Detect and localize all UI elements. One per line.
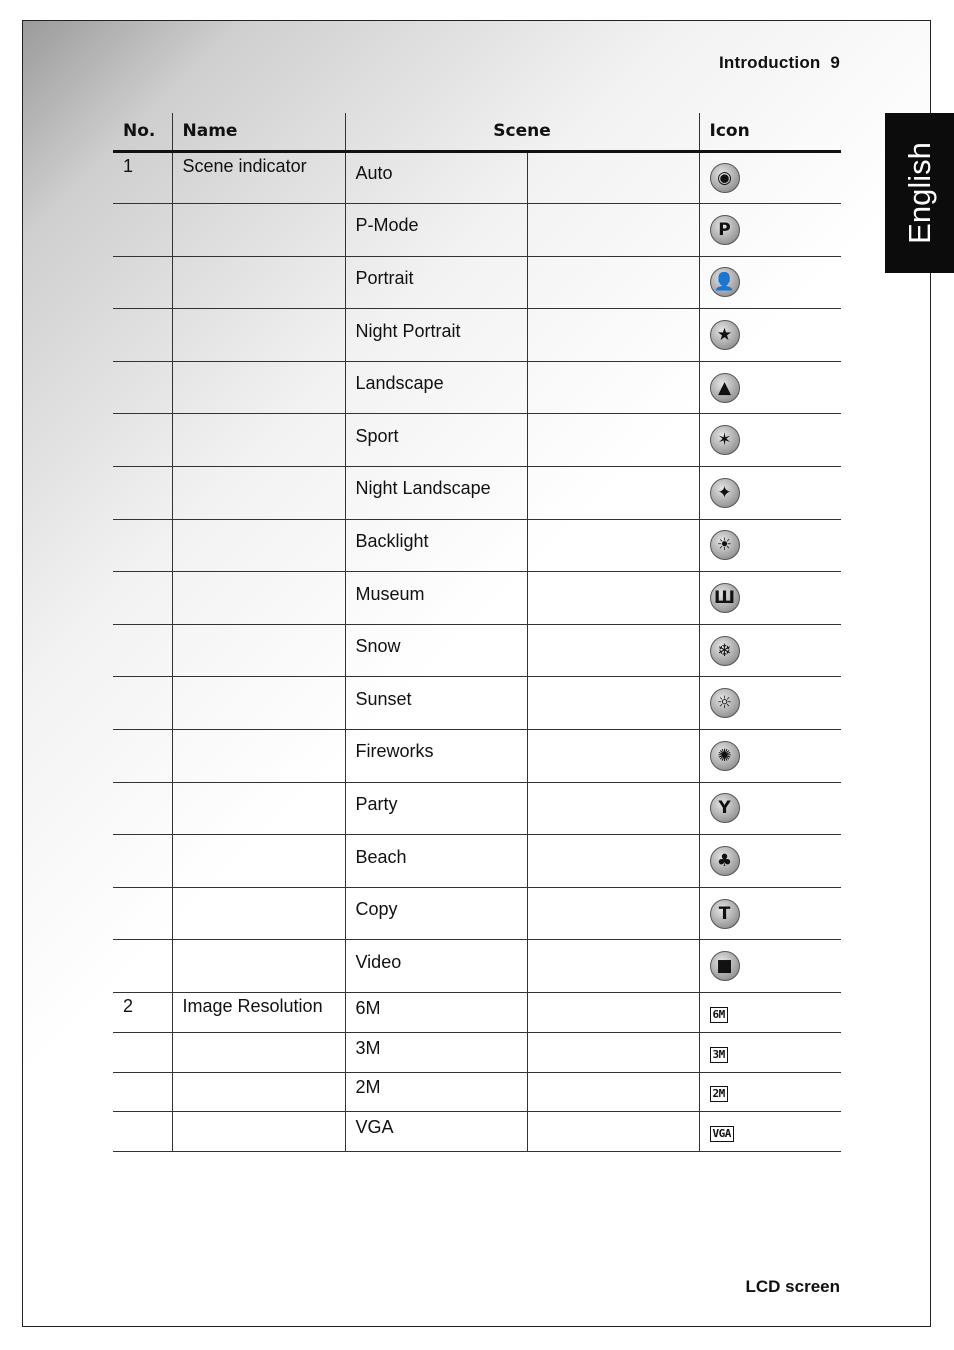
table-row [113, 204, 841, 257]
row-icon-cell [699, 361, 841, 414]
night-landscape-icon: ✦ [710, 478, 740, 508]
camera-icon: ◉ [710, 163, 740, 193]
row-icon-cell [699, 1072, 841, 1112]
row-empty-cell [527, 677, 699, 730]
scene-label: Portrait [355, 267, 414, 288]
row-number-cell [113, 519, 172, 572]
row-number-cell [113, 1032, 172, 1072]
beach-icon: ♣ [710, 846, 740, 876]
table-row [113, 361, 841, 414]
row-empty-cell [527, 467, 699, 520]
row-scene-cell [345, 309, 527, 362]
row-icon-cell [699, 782, 841, 835]
row-name-cell [172, 730, 345, 783]
row-number-cell [113, 414, 172, 467]
row-scene-cell [345, 519, 527, 572]
row-icon-cell [699, 730, 841, 783]
row-name-cell [172, 1072, 345, 1112]
row-number-cell: 2 [113, 993, 172, 1033]
table-row [113, 1112, 841, 1152]
scene-label: Sport [355, 425, 399, 446]
vga-icon: VGA [710, 1126, 734, 1142]
row-icon-cell [699, 993, 841, 1033]
scene-label: Auto [355, 163, 393, 184]
portrait-icon: 👤 [710, 267, 740, 297]
row-scene-cell [345, 361, 527, 414]
row-number-cell: 1 [113, 151, 172, 204]
table-row [113, 256, 841, 309]
page-footer: LCD screen [745, 1277, 840, 1296]
scene-label: Landscape [355, 373, 444, 394]
row-icon-cell [699, 677, 841, 730]
landscape-icon: ▲ [710, 373, 740, 403]
page-header: Introduction 9 [718, 53, 840, 72]
row-name-cell [172, 1032, 345, 1072]
row-scene-cell [345, 1112, 527, 1152]
row-icon-cell [699, 572, 841, 625]
row-empty-cell [527, 204, 699, 257]
row-number-cell [113, 887, 172, 940]
row-name-cell [172, 309, 345, 362]
sport-icon: ✶ [710, 425, 740, 455]
row-scene-cell [345, 835, 527, 888]
row-icon-cell [699, 309, 841, 362]
row-name-cell [172, 414, 345, 467]
table-row [113, 677, 841, 730]
row-scene-cell [345, 1072, 527, 1112]
row-empty-cell [527, 1072, 699, 1112]
6m-icon: 6M [710, 1007, 728, 1023]
row-empty-cell [527, 624, 699, 677]
table-row [113, 414, 841, 467]
fireworks-icon: ✺ [710, 741, 740, 771]
row-name-cell [172, 519, 345, 572]
row-name-cell [172, 835, 345, 888]
row-number-cell [113, 309, 172, 362]
row-scene-cell [345, 151, 527, 204]
scene-label: Video [355, 951, 402, 972]
row-empty-cell [527, 887, 699, 940]
table-row [113, 572, 841, 625]
row-scene-cell [345, 940, 527, 993]
row-name-cell: Image Resolution [172, 993, 345, 1033]
column-header-scene: Scene [345, 113, 699, 151]
scene-label: Snow [355, 636, 401, 657]
row-number-cell [113, 467, 172, 520]
column-header-icon: Icon [699, 113, 841, 151]
row-scene-cell [345, 1032, 527, 1072]
row-scene-cell [345, 414, 527, 467]
lcd-icon-table [113, 113, 841, 1152]
row-scene-cell [345, 204, 527, 257]
row-name-cell [172, 677, 345, 730]
table-row [113, 309, 841, 362]
row-scene-cell [345, 887, 527, 940]
table-header-row [113, 113, 841, 151]
scene-label: Party [355, 793, 398, 814]
row-icon-cell [699, 1032, 841, 1072]
table-row [113, 151, 841, 204]
row-icon-cell [699, 467, 841, 520]
table-row [113, 782, 841, 835]
table-row [113, 730, 841, 783]
scene-label: 2M [355, 1077, 381, 1098]
row-empty-cell [527, 519, 699, 572]
row-name-cell [172, 940, 345, 993]
row-number-cell [113, 624, 172, 677]
table-row [113, 993, 841, 1033]
row-scene-cell [345, 467, 527, 520]
row-scene-cell [345, 624, 527, 677]
table-row [113, 835, 841, 888]
copy-icon: T [710, 899, 740, 929]
table-row [113, 467, 841, 520]
row-number-cell [113, 677, 172, 730]
row-empty-cell [527, 940, 699, 993]
table-row [113, 1072, 841, 1112]
scene-label: 3M [355, 1037, 381, 1058]
scene-label: Sunset [355, 688, 412, 709]
table-row [113, 624, 841, 677]
scene-label: Beach [355, 846, 407, 867]
column-header-name: Name [172, 113, 345, 151]
row-name-cell [172, 1112, 345, 1152]
row-number-cell [113, 1112, 172, 1152]
row-icon-cell [699, 204, 841, 257]
party-icon: Y [710, 793, 740, 823]
row-number-cell [113, 1072, 172, 1112]
2m-icon: 2M [710, 1086, 728, 1102]
sunset-icon: ☼ [710, 688, 740, 718]
row-name-cell [172, 887, 345, 940]
language-tab-label: English [901, 142, 937, 244]
row-name-cell [172, 624, 345, 677]
row-empty-cell [527, 361, 699, 414]
night-portrait-icon: ★ [710, 320, 740, 350]
row-scene-cell [345, 730, 527, 783]
table-body [113, 151, 841, 1152]
row-name-cell [172, 361, 345, 414]
scene-label: Backlight [355, 530, 429, 551]
row-icon-cell [699, 256, 841, 309]
row-empty-cell [527, 730, 699, 783]
column-header-no: No. [113, 113, 172, 151]
table-row [113, 887, 841, 940]
row-name-cell [172, 467, 345, 520]
row-scene-cell [345, 256, 527, 309]
snow-icon: ❄ [710, 636, 740, 666]
scene-label: VGA [355, 1117, 394, 1138]
row-icon-cell [699, 887, 841, 940]
table-row [113, 940, 841, 993]
row-number-cell [113, 835, 172, 888]
row-scene-cell [345, 993, 527, 1033]
row-number-cell [113, 572, 172, 625]
table-row [113, 519, 841, 572]
row-scene-cell [345, 572, 527, 625]
row-icon-cell [699, 624, 841, 677]
backlight-icon: ☀ [710, 530, 740, 560]
row-empty-cell [527, 572, 699, 625]
scene-label: Fireworks [355, 741, 434, 762]
row-icon-cell [699, 519, 841, 572]
row-empty-cell [527, 151, 699, 204]
language-tab [885, 113, 954, 273]
row-icon-cell [699, 414, 841, 467]
scene-label: Museum [355, 583, 425, 604]
row-number-cell [113, 204, 172, 257]
video-icon: ■ [710, 951, 740, 981]
row-icon-cell [699, 835, 841, 888]
row-name-cell: Scene indicator [172, 151, 345, 204]
row-name-cell [172, 782, 345, 835]
row-empty-cell [527, 1112, 699, 1152]
row-empty-cell [527, 414, 699, 467]
row-number-cell [113, 361, 172, 414]
scene-label: Night Landscape [355, 478, 491, 499]
row-icon-cell [699, 940, 841, 993]
3m-icon: 3M [710, 1047, 728, 1063]
museum-icon: Ш [710, 583, 740, 613]
row-empty-cell [527, 782, 699, 835]
row-name-cell [172, 572, 345, 625]
row-name-cell [172, 204, 345, 257]
scene-label: P-Mode [355, 215, 419, 236]
row-number-cell [113, 256, 172, 309]
scene-label: 6M [355, 997, 381, 1018]
row-empty-cell [527, 835, 699, 888]
p-mode-icon: P [710, 215, 740, 245]
row-empty-cell [527, 993, 699, 1033]
row-scene-cell [345, 677, 527, 730]
row-name-cell [172, 256, 345, 309]
row-number-cell [113, 940, 172, 993]
scene-label: Copy [355, 899, 398, 920]
scene-label: Night Portrait [355, 320, 461, 341]
row-empty-cell [527, 1032, 699, 1072]
row-empty-cell [527, 309, 699, 362]
row-icon-cell [699, 151, 841, 204]
table-row [113, 1032, 841, 1072]
row-number-cell [113, 730, 172, 783]
row-scene-cell [345, 782, 527, 835]
row-number-cell [113, 782, 172, 835]
row-icon-cell [699, 1112, 841, 1152]
row-empty-cell [527, 256, 699, 309]
